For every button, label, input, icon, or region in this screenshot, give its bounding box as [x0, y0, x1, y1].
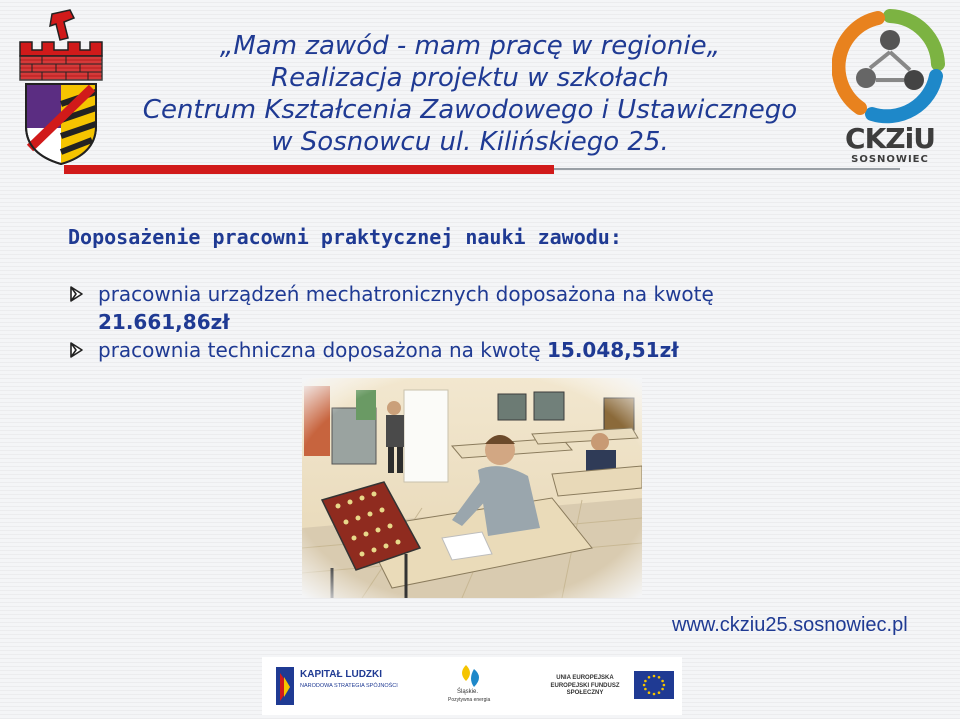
address-line: w Sosnowcu ul. Kilińskiego 25. — [271, 127, 669, 157]
slaskie-logo-icon — [444, 661, 504, 711]
ckziu-emblem-icon — [832, 8, 948, 126]
slaskie-title: Śląskie. — [457, 689, 479, 695]
list-item-text: pracownia urządzeń mechatronicznych doposażona na kwotę — [98, 282, 714, 306]
subtitle-line: Realizacja projektu w szkołach — [271, 63, 669, 93]
section-heading: Doposażenie pracowni praktycznej nauki zawodu: — [68, 225, 622, 249]
ckziu-logo — [832, 8, 948, 163]
project-title-block — [110, 30, 830, 158]
slogan-title: „Mam zawód - mam pracę w regionie„ — [219, 31, 721, 61]
eu-fund-label: UNIA EUROPEJSKA EUROPEJSKI FUNDUSZ SPOŁECZNY — [550, 675, 620, 696]
arrow-bullet-icon — [68, 280, 86, 308]
slaskie-subtitle: Pozytywna energia — [448, 697, 491, 703]
red-divider — [64, 165, 554, 174]
kapital-ludzki-subtitle: NARODOWA STRATEGIA SPÓJNOŚCI — [300, 683, 398, 689]
workshop-photo — [302, 378, 642, 598]
eu-flag-icon — [634, 671, 674, 699]
school-name-line: Centrum Kształcenia Zawodowego i Ustawicznego — [142, 95, 798, 125]
funding-logos-band — [262, 657, 682, 715]
list-item — [68, 280, 868, 336]
website-url: www.ckziu25.sosnowiec.pl — [672, 614, 908, 636]
sosnowiec-coat-of-arms — [12, 8, 110, 168]
grey-divider — [554, 168, 900, 170]
ckziu-logo-name: CKZiU — [845, 122, 935, 155]
list-item-amount: 21.661,86zł — [98, 310, 230, 334]
list-item-text: pracownia techniczna doposażona na kwotę — [98, 338, 541, 362]
funding-list — [68, 280, 868, 364]
kapital-ludzki-title: KAPITAŁ LUDZKI — [300, 669, 383, 680]
ckziu-logo-city: SOSNOWIEC — [851, 154, 929, 165]
list-item-amount: 15.048,51zł — [546, 338, 679, 362]
arrow-bullet-icon — [68, 336, 86, 364]
list-item — [68, 336, 868, 364]
